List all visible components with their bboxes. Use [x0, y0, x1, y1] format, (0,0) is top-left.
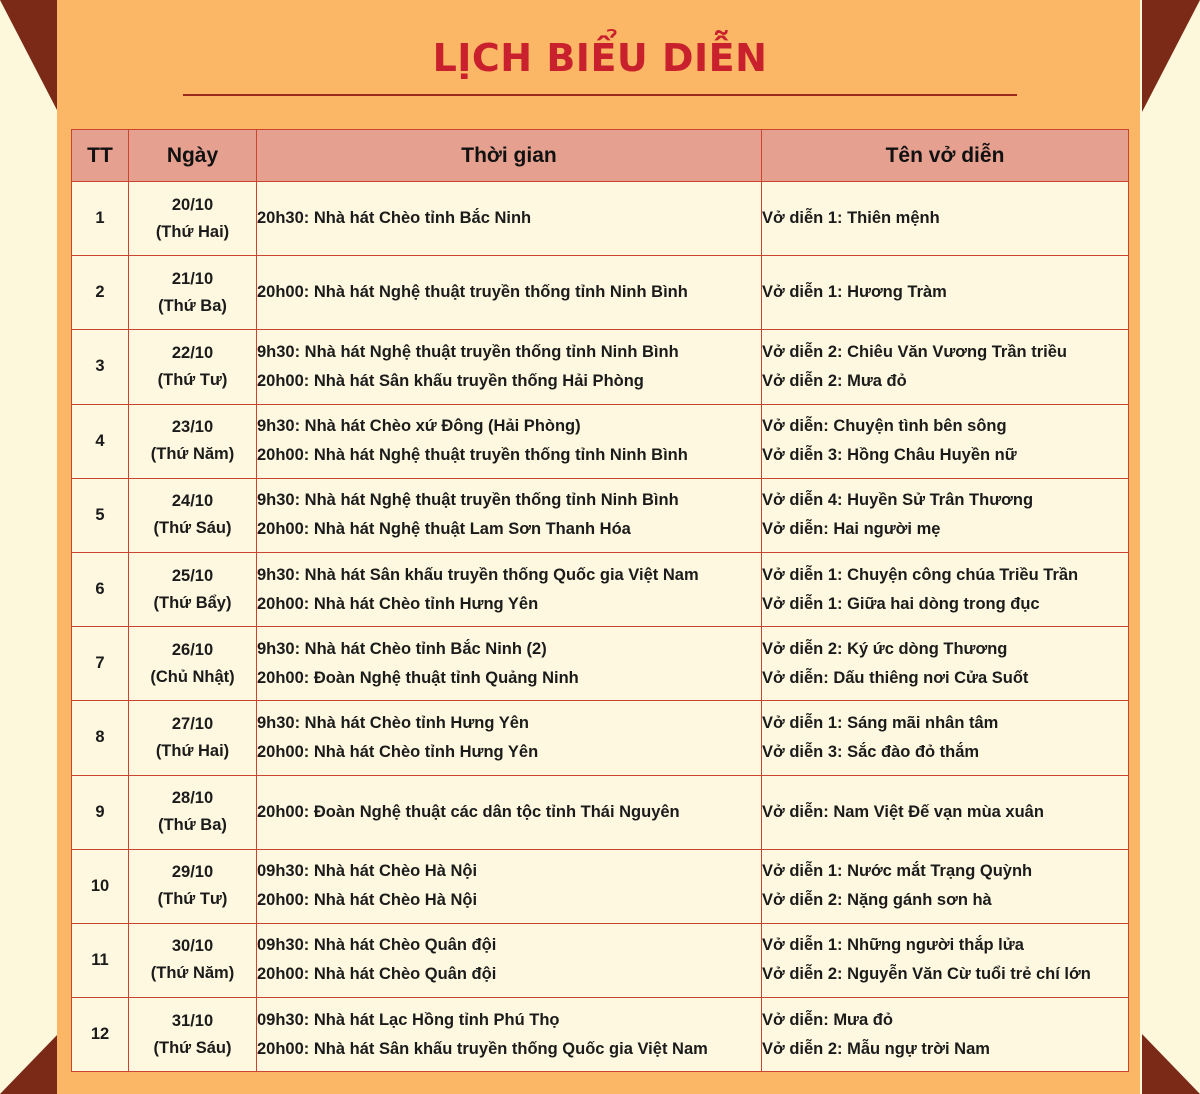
date-cell	[129, 849, 257, 923]
weekday-value: (Thứ Bẩy)	[153, 593, 232, 612]
date-cell	[129, 552, 257, 626]
time-entry: 9h30: Nhà hát Nghệ thuật truyền thống tỉnh Ninh Bình	[257, 491, 679, 510]
show-entry: Vở diễn 2: Mẫu ngự trời Nam	[762, 1039, 990, 1058]
row-number: 5	[72, 478, 129, 552]
time-entry: 09h30: Nhà hát Chèo Hà Nội	[257, 862, 478, 881]
table-row	[72, 775, 1129, 849]
show-cell	[762, 404, 1129, 478]
show-entry: Vở diễn 2: Ký ức dòng Thương	[762, 639, 1008, 658]
date-cell	[129, 478, 257, 552]
date-cell	[129, 256, 257, 330]
row-number: 10	[72, 849, 129, 923]
time-entry: 20h00: Nhà hát Nghệ thuật Lam Sơn Thanh Hóa	[257, 520, 631, 539]
weekday-value: (Thứ Tư)	[157, 370, 228, 389]
show-entry: Vở diễn 2: Nặng gánh sơn hà	[762, 891, 992, 910]
date-cell	[129, 330, 257, 404]
weekday-value: (Thứ Sáu)	[153, 519, 232, 538]
table-header-row	[72, 130, 1129, 182]
table-row	[72, 478, 1129, 552]
show-entry: Vở diễn 1: Hương Tràm	[762, 283, 947, 302]
weekday-value: (Thứ Tư)	[157, 890, 228, 909]
row-number: 1	[72, 182, 129, 256]
time-entry: 20h00: Nhà hát Chèo Quân đội	[257, 965, 497, 984]
column-header-date: Ngày	[129, 130, 257, 182]
time-cell	[257, 701, 762, 775]
table-row	[72, 256, 1129, 330]
show-cell	[762, 330, 1129, 404]
time-entry: 20h00: Nhà hát Nghệ thuật truyền thống tỉnh Ninh Bình	[257, 283, 688, 302]
date-value: 29/10	[171, 863, 214, 882]
time-entry: 20h00: Nhà hát Chèo Hà Nội	[257, 891, 478, 910]
date-cell	[129, 701, 257, 775]
column-header-show: Tên vở diễn	[762, 130, 1129, 182]
weekday-value: (Thứ Hai)	[155, 741, 230, 760]
time-cell	[257, 182, 762, 256]
time-entry: 20h30: Nhà hát Chèo tỉnh Bắc Ninh	[257, 209, 532, 228]
show-cell	[762, 478, 1129, 552]
show-entry: Vở diễn: Mưa đỏ	[762, 1010, 893, 1029]
time-cell	[257, 478, 762, 552]
schedule-rows	[72, 182, 1129, 1072]
show-entry: Vở diễn: Nam Việt Đế vạn mùa xuân	[762, 802, 1044, 821]
row-number: 11	[72, 923, 129, 997]
column-header-time: Thời gian	[257, 130, 762, 182]
time-cell	[257, 923, 762, 997]
time-entry: 20h00: Đoàn Nghệ thuật tỉnh Quảng Ninh	[257, 668, 579, 687]
weekday-value: (Thứ Năm)	[150, 964, 235, 983]
show-entry: Vở diễn: Hai người mẹ	[762, 520, 941, 539]
date-value: 23/10	[171, 418, 214, 437]
date-value: 20/10	[171, 195, 214, 214]
date-cell	[129, 404, 257, 478]
show-entry: Vở diễn 1: Thiên mệnh	[762, 209, 940, 228]
table-row	[72, 627, 1129, 701]
row-number: 12	[72, 998, 129, 1072]
weekday-value: (Thứ Sáu)	[153, 1038, 232, 1057]
date-value: 22/10	[171, 343, 214, 362]
show-entry: Vở diễn 4: Huyền Sử Trân Thương	[762, 491, 1034, 510]
date-value: 26/10	[171, 640, 214, 659]
time-entry: 09h30: Nhà hát Lạc Hồng tỉnh Phú Thọ	[257, 1010, 560, 1029]
show-entry: Vở diễn 1: Sáng mãi nhân tâm	[762, 713, 999, 732]
time-entry: 09h30: Nhà hát Chèo Quân đội	[257, 936, 497, 955]
weekday-value: (Thứ Ba)	[158, 296, 227, 315]
show-cell	[762, 552, 1129, 626]
time-cell	[257, 404, 762, 478]
show-entry: Vở diễn 2: Nguyễn Văn Cừ tuổi trẻ chí lớn	[762, 965, 1091, 984]
column-header-tt: TT	[72, 130, 129, 182]
date-cell	[129, 775, 257, 849]
table-row	[72, 182, 1129, 256]
time-entry: 20h00: Nhà hát Chèo tỉnh Hưng Yên	[257, 742, 539, 761]
show-cell	[762, 627, 1129, 701]
show-entry: Vở diễn 1: Những người thắp lửa	[762, 936, 1024, 955]
date-value: 24/10	[171, 492, 214, 511]
schedule-table	[71, 129, 1129, 1072]
show-cell	[762, 923, 1129, 997]
time-entry: 20h00: Nhà hát Sân khấu truyền thống Quốc gia Việt Nam	[257, 1039, 708, 1058]
weekday-value: (Thứ Ba)	[158, 816, 227, 835]
table-row	[72, 404, 1129, 478]
show-cell	[762, 182, 1129, 256]
date-cell	[129, 627, 257, 701]
date-value: 31/10	[171, 1011, 214, 1030]
time-cell	[257, 849, 762, 923]
show-entry: Vở diễn: Dấu thiêng nơi Cửa Suốt	[762, 668, 1029, 687]
row-number: 3	[72, 330, 129, 404]
show-entry: Vở diễn 2: Chiêu Văn Vương Trần triều	[762, 342, 1067, 361]
time-entry: 20h00: Nhà hát Sân khấu truyền thống Hải Phòng	[257, 371, 644, 390]
show-entry: Vở diễn: Chuyện tình bên sông	[762, 417, 1007, 436]
date-cell	[129, 998, 257, 1072]
weekday-value: (Thứ Hai)	[155, 222, 230, 241]
date-value: 21/10	[171, 269, 214, 288]
time-cell	[257, 775, 762, 849]
time-entry: 9h30: Nhà hát Chèo xứ Đông (Hải Phòng)	[257, 417, 581, 436]
show-cell	[762, 256, 1129, 330]
weekday-value: (Chủ Nhật)	[150, 667, 235, 686]
time-cell	[257, 256, 762, 330]
time-cell	[257, 627, 762, 701]
table-row	[72, 552, 1129, 626]
time-entry: 9h30: Nhà hát Chèo tỉnh Bắc Ninh (2)	[257, 639, 547, 658]
corner-decoration-bottom-left	[0, 1034, 60, 1094]
time-entry: 9h30: Nhà hát Chèo tỉnh Hưng Yên	[257, 713, 530, 732]
show-cell	[762, 701, 1129, 775]
time-entry: 20h00: Nhà hát Nghệ thuật truyền thống tỉnh Ninh Bình	[257, 446, 688, 465]
show-entry: Vở diễn 2: Mưa đỏ	[762, 371, 907, 390]
time-cell	[257, 552, 762, 626]
table-row	[72, 998, 1129, 1072]
time-cell	[257, 330, 762, 404]
show-entry: Vở diễn 3: Hồng Châu Huyền nữ	[762, 446, 1017, 465]
weekday-value: (Thứ Năm)	[150, 445, 235, 464]
show-entry: Vở diễn 1: Nước mắt Trạng Quỳnh	[762, 862, 1033, 881]
date-value: 25/10	[171, 566, 214, 585]
time-cell	[257, 998, 762, 1072]
table-row	[72, 923, 1129, 997]
corner-decoration-bottom-right	[1140, 1034, 1200, 1094]
show-cell	[762, 775, 1129, 849]
table-row	[72, 849, 1129, 923]
date-cell	[129, 182, 257, 256]
date-value: 28/10	[171, 789, 214, 808]
time-entry: 9h30: Nhà hát Nghệ thuật truyền thống tỉnh Ninh Bình	[257, 342, 679, 361]
time-entry: 20h00: Nhà hát Chèo tỉnh Hưng Yên	[257, 594, 539, 613]
show-cell	[762, 998, 1129, 1072]
show-entry: Vở diễn 1: Giữa hai dòng trong đục	[762, 594, 1040, 613]
page-title: LỊCH BIỂU DIỄN	[432, 36, 768, 80]
show-entry: Vở diễn 1: Chuyện công chúa Triều Trần	[762, 565, 1079, 584]
title-underline	[183, 94, 1017, 96]
row-number: 2	[72, 256, 129, 330]
table-row	[72, 330, 1129, 404]
time-entry: 9h30: Nhà hát Sân khấu truyền thống Quốc gia Việt Nam	[257, 565, 699, 584]
row-number: 6	[72, 552, 129, 626]
table-row	[72, 701, 1129, 775]
row-number: 8	[72, 701, 129, 775]
show-entry: Vở diễn 3: Sắc đào đỏ thắm	[762, 742, 980, 761]
date-cell	[129, 923, 257, 997]
row-number: 7	[72, 627, 129, 701]
date-value: 27/10	[171, 714, 214, 733]
date-value: 30/10	[171, 937, 214, 956]
row-number: 4	[72, 404, 129, 478]
time-entry: 20h00: Đoàn Nghệ thuật các dân tộc tỉnh Thái Nguyên	[257, 802, 680, 821]
show-cell	[762, 849, 1129, 923]
row-number: 9	[72, 775, 129, 849]
